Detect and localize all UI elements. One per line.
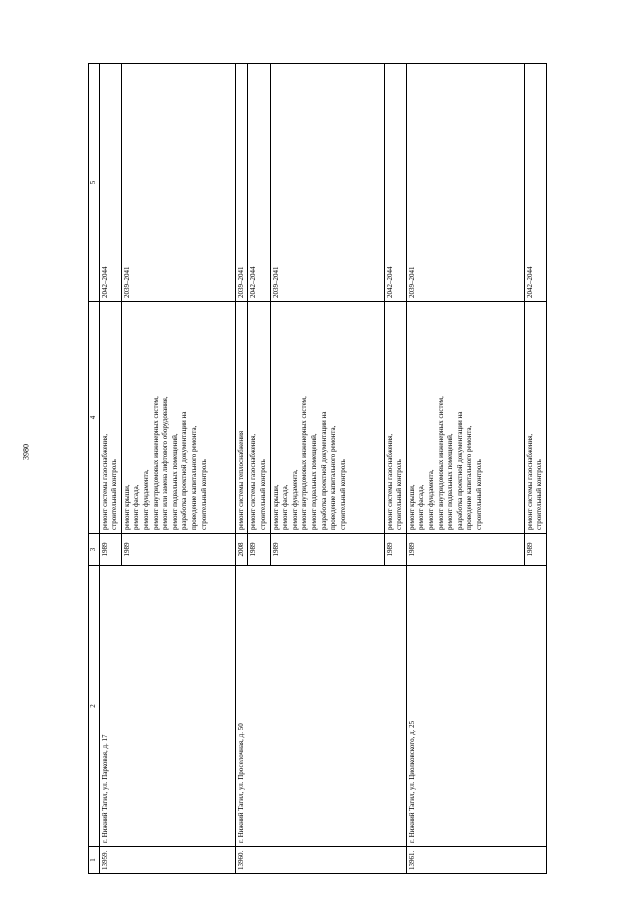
header-col-5: 5 — [89, 64, 100, 302]
work-line: ремонт крыши, — [122, 484, 131, 530]
work-line: разработка проектной документации на — [180, 411, 189, 530]
row-year: 1989 — [406, 534, 524, 566]
work-line: ремонт внутридомовых инженерных систем, — [151, 396, 160, 530]
row-works — [524, 302, 546, 534]
row-address: г. Нижний Тагил, ул. Парковая, д. 17 — [99, 566, 235, 847]
work-line: строительный контроль — [338, 459, 347, 530]
row-period: 2042–2044 — [248, 64, 270, 302]
row-works — [384, 302, 406, 534]
header-col-2: 2 — [89, 566, 100, 847]
header-row — [89, 64, 100, 874]
work-line: строительный контроль — [110, 459, 119, 530]
work-line: разработка проектной документации на — [319, 411, 328, 530]
work-line: ремонт системы газоснабжения, — [385, 433, 394, 530]
row-year: 1989 — [270, 534, 384, 566]
row-period: 2039–2041 — [406, 64, 524, 302]
row-period: 2042–2044 — [524, 64, 546, 302]
row-period: 2039–2041 — [235, 64, 248, 302]
table-row — [99, 64, 121, 874]
row-works — [121, 302, 235, 534]
work-line: ремонт фундамента, — [426, 469, 435, 530]
work-line: ремонт системы газоснабжения, — [249, 433, 258, 530]
row-id: 13960. — [235, 847, 406, 874]
work-line: ремонт подвальных помещений, — [309, 433, 318, 530]
work-line: проведение капитального ремонта, — [189, 425, 198, 530]
work-line: строительный контроль — [395, 459, 404, 530]
row-year: 1989 — [248, 534, 270, 566]
row-year: 2008 — [235, 534, 248, 566]
row-period: 2039–2041 — [121, 64, 235, 302]
work-line: строительный контроль — [474, 459, 483, 530]
row-works — [235, 302, 248, 534]
row-period: 2042–2044 — [384, 64, 406, 302]
work-line: ремонт крыши, — [271, 484, 280, 530]
table-row — [406, 64, 524, 874]
work-line: строительный контроль — [535, 459, 544, 530]
table-row — [235, 64, 248, 874]
row-period: 2039–2041 — [270, 64, 384, 302]
row-address: г. Нижний Тагил, ул. Циолковского, д. 25 — [406, 566, 546, 847]
work-line: проведение капитального ремонта, — [465, 425, 474, 530]
row-works — [99, 302, 121, 534]
row-works — [406, 302, 524, 534]
header-col-1: 1 — [89, 847, 100, 874]
row-year: 1989 — [99, 534, 121, 566]
work-line: ремонт фасада, — [281, 484, 290, 530]
row-id: 13959. — [99, 847, 235, 874]
row-works — [270, 302, 384, 534]
work-line: строительный контроль — [258, 459, 267, 530]
header-col-3: 3 — [89, 534, 100, 566]
work-line: ремонт внутридомовых инженерных систем, — [436, 396, 445, 530]
row-year: 1989 — [121, 534, 235, 566]
work-line: ремонт внутридомовых инженерных систем, — [300, 396, 309, 530]
row-year: 1989 — [384, 534, 406, 566]
work-line: ремонт системы газоснабжения, — [100, 433, 109, 530]
work-line: ремонт фундамента, — [141, 469, 150, 530]
header-col-4: 4 — [89, 302, 100, 534]
work-line: проведение капитального ремонта, — [329, 425, 338, 530]
work-line: ремонт крыши, — [407, 484, 416, 530]
row-address: г. Нижний Тагил, ул. Проселочная, д. 50 — [235, 566, 406, 847]
work-line: ремонт фундамента, — [290, 469, 299, 530]
work-line: ремонт или замена лифтового оборудования, — [161, 396, 170, 530]
work-line: ремонт фасада, — [417, 484, 426, 530]
work-line: разработка проектной документации на — [455, 411, 464, 530]
work-line: строительный контроль — [199, 459, 208, 530]
row-id: 13961. — [406, 847, 546, 874]
work-line: ремонт системы газоснабжения, — [525, 433, 534, 530]
work-line: ремонт фасада, — [132, 484, 141, 530]
work-line: ремонт подвальных помещений, — [446, 433, 455, 530]
work-line: ремонт системы теплоснабжения — [236, 430, 245, 530]
page-number: 3980 — [21, 444, 31, 460]
work-line: ремонт подвальных помещений, — [170, 433, 179, 530]
capital-repair-table — [88, 63, 547, 874]
row-period: 2042–2044 — [99, 64, 121, 302]
row-year: 1989 — [524, 534, 546, 566]
rotated-table-container — [88, 79, 544, 874]
row-works — [248, 302, 270, 534]
